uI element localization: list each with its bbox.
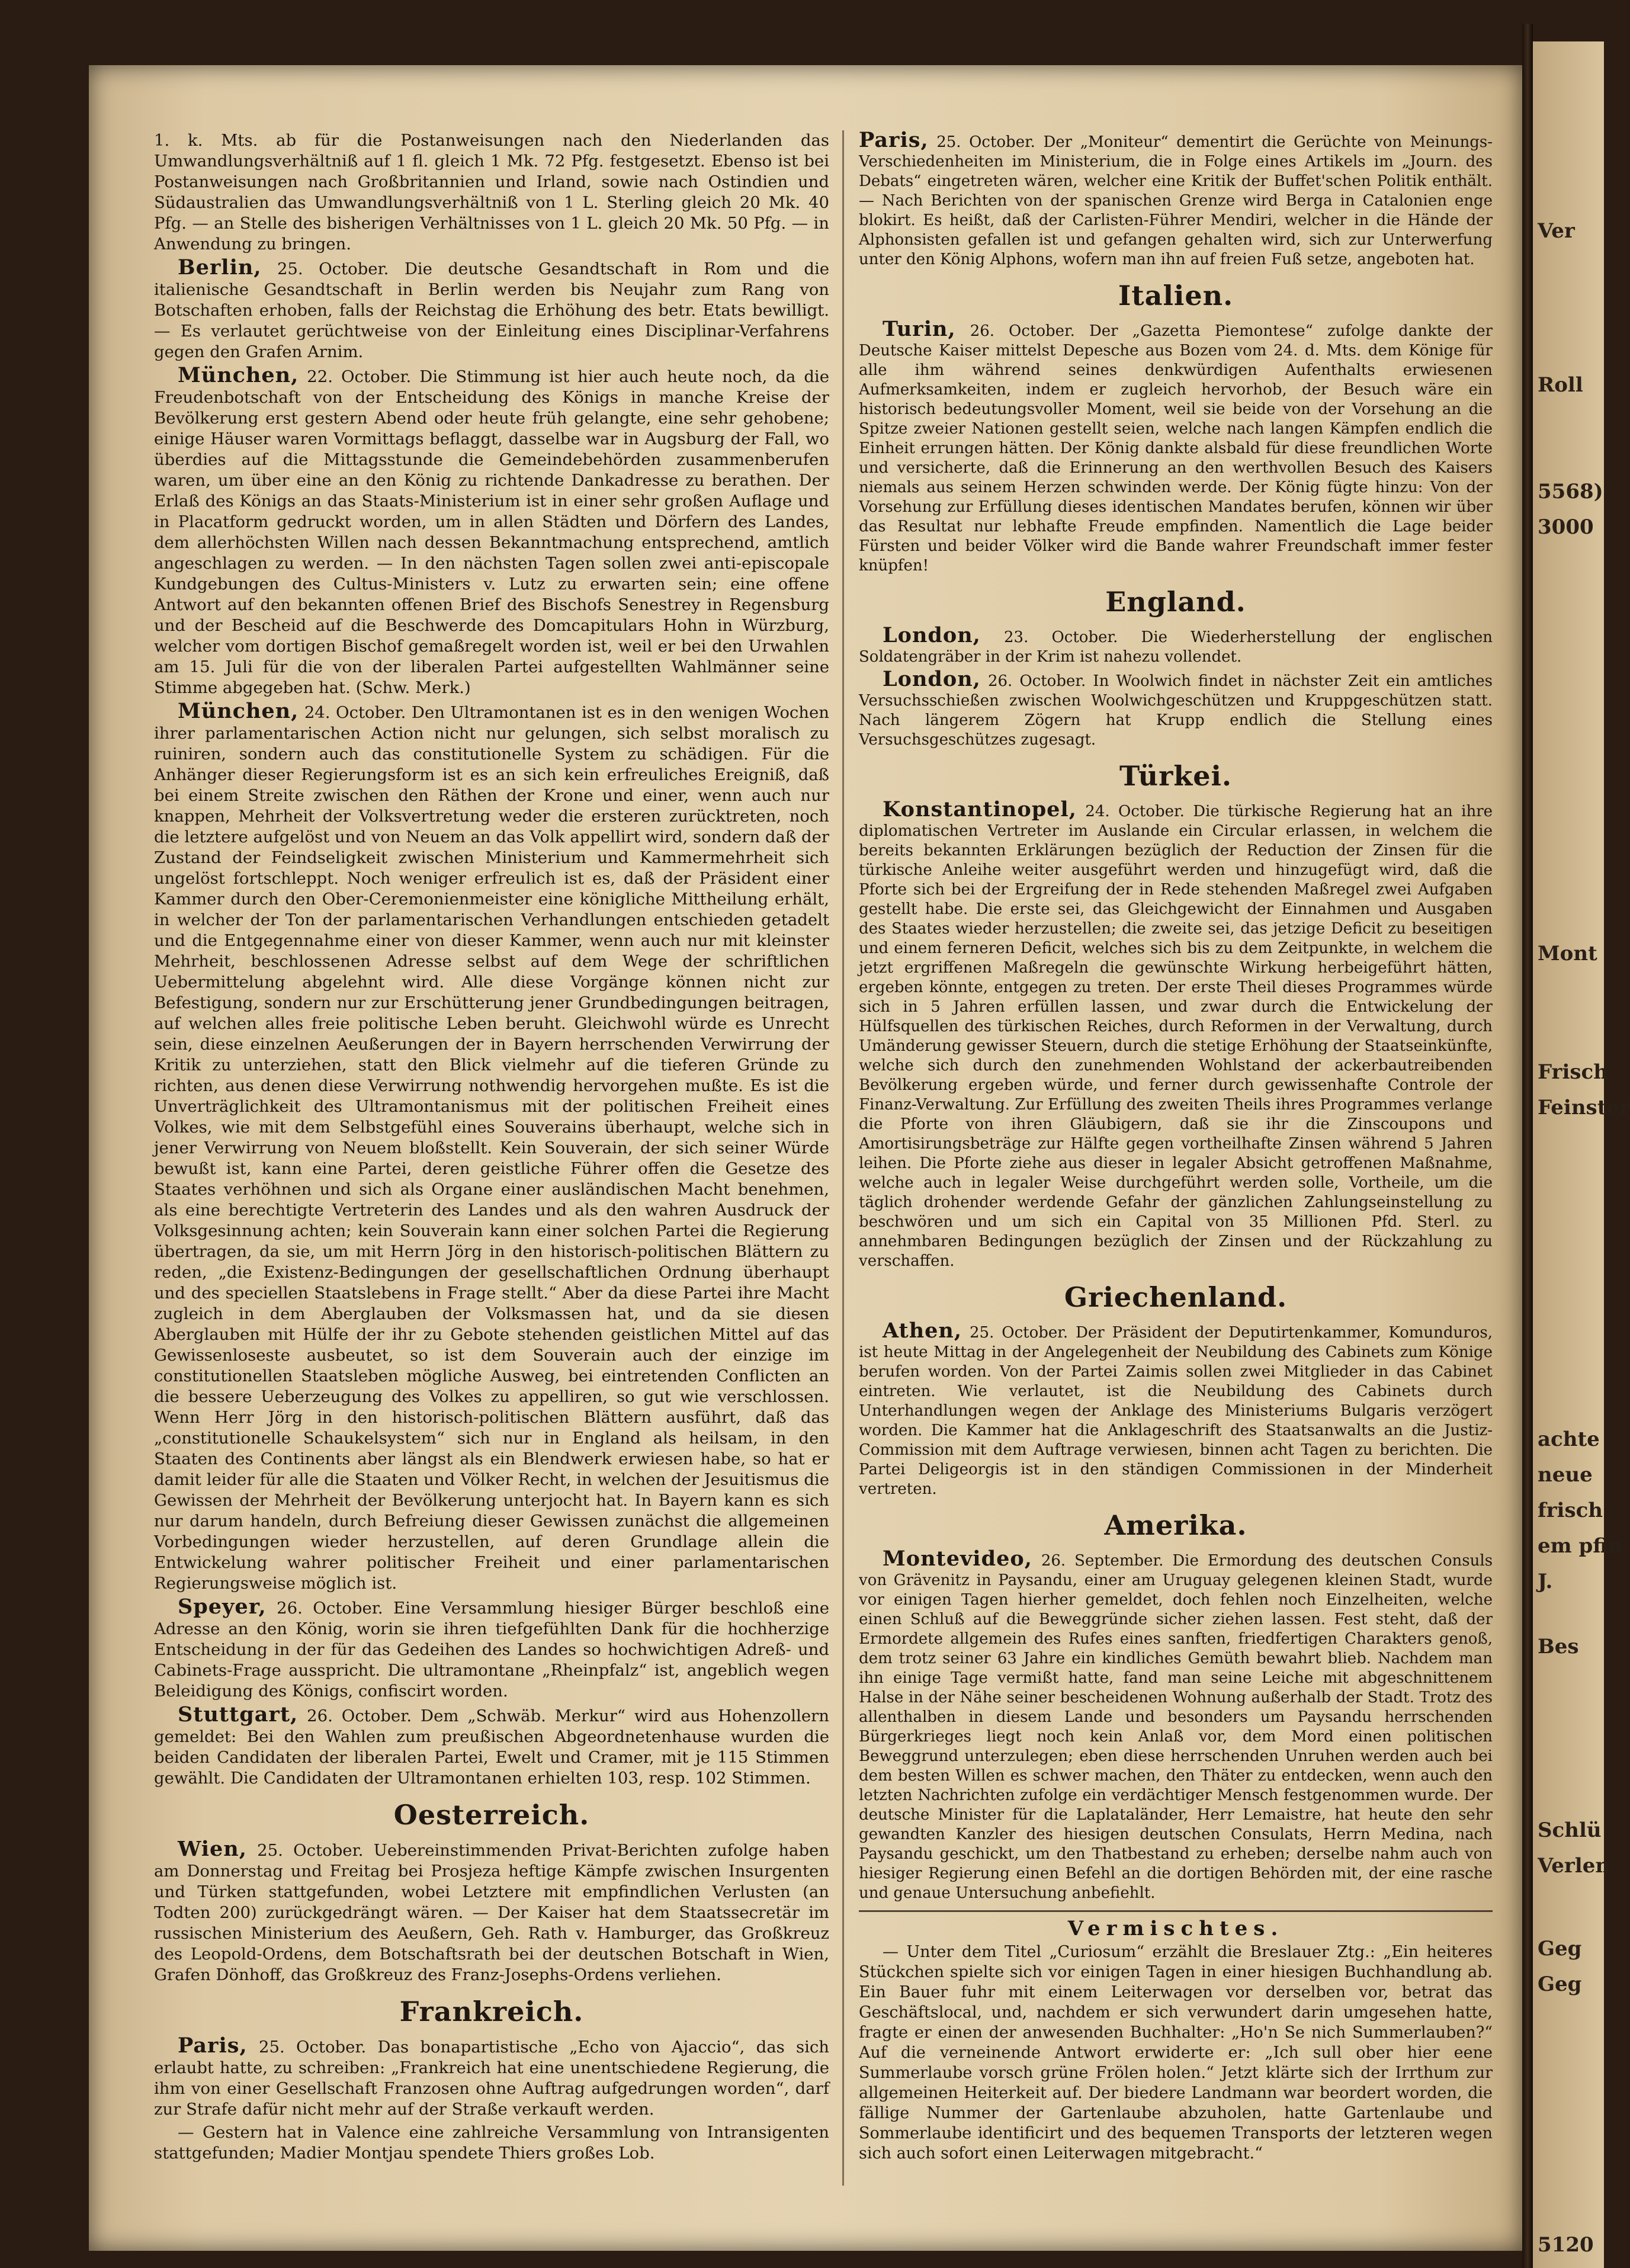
- book-gutter: [1522, 24, 1533, 2268]
- dateline-date: 25. October.: [258, 2038, 367, 2057]
- facing-page-fragment: Feinster: [1538, 1096, 1630, 1119]
- article-paragraph: [154, 2122, 829, 2164]
- article-paragraph: [859, 1942, 1493, 2164]
- dateline-city: Wien,: [178, 1837, 247, 1861]
- facing-page-fragment: 5120: [1538, 2233, 1594, 2257]
- dateline-date: 26. October.: [970, 322, 1075, 340]
- dateline-date: 26. September.: [1041, 1552, 1164, 1570]
- dateline-date: 23. October.: [1004, 628, 1118, 646]
- dateline-city: München,: [178, 699, 299, 723]
- dateline-city: Athen,: [883, 1319, 962, 1343]
- right-column: [859, 130, 1493, 2166]
- article-text: Den Ultramontanen ist es in den wenigen Wochen ihrer parlamentarischen Action nicht nur gelungen, sich selbst moralisch zu ruiniren, sondern auch das constitutionelle System zu schädigen. Für die Anhänger dieser Regierungsform ist es an sich kein erfreuliches Ereigniß, daß bei einem Streite zwischen den Räthen der Krone und einer, wenn auch nur knappen, Mehrheit der Volksvertretung weder die ersteren zurücktreten, noch die letztere aufgelöst und von Neuem an das Volk appellirt wird, sondern daß der Zustand der Feindseligkeit zwischen Ministerium und Kammermehrheit sich ungelöst fortschleppt. Noch weniger erfreulich ist es, daß der Präsident einer Kammer durch den Ober-Ceremonienmeister eine königliche Mittheilung erhält, in welcher der Ton der parlamentarischen Verhandlungen entschieden getadelt und die Entgegennahme einer von dieser Kammer, wenn auch nur mit kleinster Mehrheit, beschlossenen Adresse selbst auf dem Wege der schriftlichen Uebermittelung abgelehnt wird. Alle diese Vorgänge können nicht zur Befestigung, sondern nur zur Erschütterung jener Grundbedingungen beitragen, auf welchen alles freie politische Leben beruht. Gleichwohl würde es Unrecht sein, diese einzelnen Aeußerungen der in Bayern herrschenden Verwirrung der Kritik zu unterziehen, statt den Blick vielmehr auf die tieferen Gründe zu richten, aus denen diese Verwirrung nothwendig hervorgehen mußte. Es ist die Unverträglichkeit des Ultramontanismus mit der politischen Freiheit eines Volkes, wie mit dem Selbstgefühl eines Souverains überhaupt, welche sich in jener Verwirrung von Neuem bloßstellt. Kein Souverain, der sich seiner Würde bewußt ist, kann eine Partei, deren geistliche Führer offen die Gesetze des Staates verhöhnen und sich als Organe einer ausländischen Macht benehmen, als eine berechtigte Vertreterin des Landes und als den wahren Ausdruck der Volksgesinnung achten; kein Souverain kann einer solchen Partei die Regierung übertragen, da sie, um mit Herrn Jörg in den historisch-politischen Blättern zu reden, „die Existenz-Bedingungen der gesellschaftlichen Ordnung überhaupt und des speciellen Staatslebens in Frage stellt.“ Aber da diese Partei ihre Macht zugleich in dem Aberglauben der Volksmassen hat, und da sie diesen Aberglauben mit Hülfe der ihr zu Gebote stehenden geistlichen Mittel auf das Gewissenloseste ausbeutet, so ist dem Souverain auch der einzige im constitutionellen Staatsleben mögliche Ausweg, bei eintretenden Conflicten an die bessere Ueberzeugung des Volkes zu appelliren, so gut wie verschlossen. Wenn Herr Jörg in den historisch-politischen Blättern ausführt, daß das „constitutionelle Schaukelsystem“ sich nur in England als heilsam, in den Staaten des Continents aber längst als ein Blendwerk erwiesen habe, so hat er damit leider für alle die Staaten und Völker Recht, in welchen der Jesuitismus die Gewissen der Mehrheit der Bevölkerung unterjocht hat. In Bayern kann es sich nur darum handeln, durch Befreiung dieser Gewissen zunächst die allgemeinen Vorbedingungen wieder herzustellen, auf deren Grundlage allein die Entwickelung wahrer politischer Freiheit und einer parlamentarischen Regierungsweise möglich ist.: [154, 703, 829, 1593]
- section-heading: Oesterreich.: [393, 1799, 590, 1831]
- article-paragraph: [859, 669, 1493, 750]
- article-paragraph: [154, 365, 829, 698]
- facing-page-fragment: Verlen: [1538, 1854, 1610, 1878]
- newspaper-page: [89, 65, 1522, 2251]
- dateline-city: Paris,: [859, 128, 929, 152]
- dateline-city: Paris,: [178, 2033, 248, 2058]
- facing-page-fragment: 3000: [1538, 515, 1594, 539]
- article-text: — Unter dem Titel „Curiosum“ erzählt die Breslauer Ztg.: „Ein heiteres Stückchen spielte sich vor einigen Tagen in einer hiesigen Buchhandlung ab. Ein Bauer fuhr mit einem Leiterwagen vor derselben vor, betrat das Geschäftslocal, und, nachdem er sich verwundert darin umgesehen hatte, fragte er einen der anwesenden Buchhalter: „Ho'n Se nich Summerlauben?“ Auf die verneinende Antwort erwiderte er: „Ich sull ober hier eene Summerlaube vorsch grüne Frölen holen.“ Jetzt klärte sich der Irrthum zur allgemeinen Heiterkeit auf. Der biedere Landmann war beordert worden, die fällige Nummer der Gartenlaube abzuholen, hatte Gartenlaube und Sommerlaube identificirt und des bequemen Transports der letzteren wegen sich auch sofort einen Leiterwagen mitgebracht.“: [859, 1943, 1493, 2163]
- dateline-date: 22. October.: [307, 367, 412, 386]
- dateline-date: 26. October.: [987, 672, 1086, 690]
- miscellany-heading: Vermischtes.: [1067, 1917, 1284, 1940]
- facing-page-fragment: Geg: [1538, 1937, 1582, 1961]
- facing-page-fragment: Ver: [1538, 219, 1575, 243]
- article-text: Uebereinstimmenden Privat-Berichten zufolge haben am Donnerstag und Freitag bei Prosjeza heftige Kämpfe zwischen Insurgenten und Türken stattgefunden, wobei Letztere mit empfindlichen Verlusten (an Todten 200) zurückgedrängt wären. — Der Kaiser hat dem Staatssecretär im russischen Ministerium des Aeußern, Geh. Rath v. Hamburger, das Großkreuz des Leopold-Ordens, dem Botschaftsrath bei der deutschen Botschaft in Wien, Grafen Dönhoff, das Großkreuz des Franz-Josephs-Ordens verliehen.: [154, 1841, 830, 1984]
- facing-page-fragment: Roll: [1538, 373, 1583, 397]
- article-paragraph: [154, 130, 829, 255]
- dateline-date: 26. October.: [277, 1599, 383, 1618]
- article-paragraph: [154, 2035, 829, 2120]
- dateline-city: Montevideo,: [883, 1547, 1032, 1571]
- dateline-city: London,: [883, 623, 981, 647]
- dateline-date: 26. October.: [307, 1706, 412, 1725]
- article-paragraph: [859, 319, 1493, 576]
- article-paragraph: [859, 1549, 1493, 1903]
- article-text: Der Präsident der Deputirtenkammer, Komunduros, ist heute Mittag in der Angelegenheit der Neubildung des Cabinets zum Könige berufen worden. Von der Partei Zaimis sollen zwei Mitglieder in das Cabinet eintreten. Wie verlautet, ist die Neubildung des Cabinets durch Unterhandlungen wegen der Anklage des Ministeriums Bulgaris verzögert worden. Die Kammer hat die Anklageschrift des Staatsanwalts an die Justiz-Commission mit dem Auftrage verwiesen, binnen acht Tagen zu berichten. Die Partei Deligeorgis ist in den ständigen Commissionen in der Minderheit vertreten.: [859, 1324, 1493, 1498]
- article-text: — Gestern hat in Valence eine zahlreiche Versammlung von Intransigenten stattgefunden; Madier Montjau spendete Thiers großes Lob.: [154, 2123, 829, 2163]
- facing-page-fragment: Bes: [1538, 1635, 1579, 1659]
- facing-page-fragment: neue: [1538, 1463, 1593, 1487]
- dateline-city: Konstantinopel,: [883, 797, 1077, 822]
- article-paragraph: [154, 1596, 829, 1702]
- article-paragraph: [859, 797, 1493, 1271]
- dateline-city: Turin,: [883, 317, 956, 341]
- dateline-date: 25. October.: [970, 1324, 1069, 1342]
- article-paragraph: [859, 625, 1493, 667]
- section-rule: [859, 1910, 1493, 1912]
- article-text: Eine Versammlung hiesiger Bürger beschloß eine Adresse an den König, worin sie ihren tiefgefühlten Dank für die hochherzige Entscheidung in der für das Gedeihen des Landes so hochwichtigen Adreß- und Cabinets-Frage ausspricht. Die ultramontane „Rheinpfalz“ ist, angeblich wegen Beleidigung des Königs, confiscirt worden.: [154, 1599, 829, 1701]
- facing-page-fragment: Mont: [1538, 942, 1597, 965]
- article-text: Dem „Schwäb. Merkur“ wird aus Hohenzollern gemeldet: Bei den Wahlen zum preußischen Abgeordnetenhause wurden die beiden Candidaten der liberalen Partei, Ewelt und Cramer, mit je 115 Stimmen gewählt. Die Candidaten der Ultramontanen erhielten 103, resp. 102 Stimmen.: [154, 1706, 829, 1788]
- article-paragraph: [154, 1839, 829, 1985]
- section-heading: England.: [1105, 586, 1246, 618]
- facing-page-fragment: J.: [1538, 1570, 1553, 1593]
- dateline-city: London,: [883, 667, 981, 691]
- dateline-date: 24. October.: [304, 703, 406, 722]
- article-text: Das bonapartistische „Echo von Ajaccio“, das sich erlaubt hatte, zu schreiben: „Frankreich hat eine unentschiedene Regierung, die ihm von einer Gesellschaft Franzosen ohne Auftrag aufgedrungen worden“, darf zur Strafe dafür nicht mehr auf der Straße verkauft werden.: [154, 2038, 829, 2119]
- facing-page-fragment: frisch: [1538, 1499, 1603, 1522]
- dateline-city: Speyer,: [178, 1595, 267, 1619]
- facing-page-fragment: 5568): [1538, 480, 1603, 503]
- article-paragraph: [154, 1704, 829, 1789]
- article-text: Der „Gazetta Piemontese“ zufolge dankte der Deutsche Kaiser mittelst Depesche aus Bozen vom 24. d. Mts. dem Könige für alle ihm während seines denkwürdigen Aufenthalts erwiesenen Aufmerksamkeiten, indem er zugleich hervorhob, der Besuch wäre ein historisch bedeutungsvoller Moment, weil sie beide von der Vorsehung an die Spitze zweier Nationen gestellt seien, welche nach langen Kämpfen endlich die Einheit errungen hätten. Der König dankte alsbald für diese freundlichen Worte und versicherte, daß die Erinnerung an den werthvollen Besuch des Kaisers niemals aus seinem Herzen schwinden werde. Der König fügte hinzu: Von der Vorsehung zur Erfüllung dieses identischen Mandates berufen, können wir über das Resultat nur lebhafte Freude empfinden. Namentlich die Lage beider Fürsten und beider Völker wird die Bande wahrer Freundschaft immer fester knüpfen!: [859, 322, 1493, 575]
- article-text: In Woolwich findet in nächster Zeit ein amtliches Versuchsschießen zwischen Woolwichgeschützen und Kruppgeschützen statt. Nach längerem Zögern hat Krupp endlich die Stellung eines Versuchsgeschützes zugesagt.: [859, 672, 1493, 749]
- article-paragraph: [859, 1321, 1493, 1499]
- dateline-date: 24. October.: [1085, 803, 1185, 820]
- facing-page-fragment: em pfin: [1538, 1534, 1622, 1558]
- article-paragraph: [154, 257, 829, 363]
- facing-page-fragment: Geg: [1538, 1972, 1582, 1996]
- article-paragraph: [154, 701, 829, 1594]
- section-heading: Frankreich.: [399, 1996, 584, 2028]
- facing-page-fragment: Schlü: [1538, 1818, 1602, 1842]
- article-text: Der „Moniteur“ dementirt die Gerüchte von Meinungs-Verschiedenheiten im Ministerium, die in Folge eines Artikels im „Journ. des Debats“ eingetreten wären, welcher eine Kritik der Buffet'schen Politik enthält. — Nach Berichten von der spanischen Grenze wird Berga in Catalonien enge blokirt. Es heißt, daß der Carlisten-Führer Mendiri, welcher in die Hände der Alphonsisten gefallen ist und gefangen gehalten wird, sich zur Unterwerfung unter den König Alphons, wofern man ihn auf freien Fuß setze, angeboten hat.: [859, 133, 1493, 268]
- facing-page-fragment: achte: [1538, 1427, 1600, 1451]
- section-heading: Italien.: [1118, 280, 1234, 312]
- section-heading: Amerika.: [1104, 1509, 1247, 1541]
- article-text: 1. k. Mts. ab für die Postanweisungen nach den Niederlanden das Umwandlungsverhältniß auf 1 fl. gleich 1 Mk. 72 Pfg. festgesetzt. Ebenso ist bei Postanweisungen nach Großbritannien und Irland, sowie nach Ostindien und Südaustralien das Umwandlungsverhältniß von 1 L. Sterling gleich 20 Mk. 40 Pfg. — an Stelle des bisherigen Verhältnisses von 1 L. gleich 20 Mk. 50 Pfg. — in Anwendung zu bringen.: [154, 131, 829, 254]
- column-divider: [842, 130, 844, 2186]
- section-heading: Türkei.: [1119, 760, 1232, 792]
- dateline-city: München,: [178, 363, 299, 387]
- article-text: Die türkische Regierung hat an ihre diplomatischen Vertreter im Auslande ein Circular erlassen, in welchem die bereits bekannten Erklärungen bezüglich der Reduction der Zinsen für die türkische Anleihe weiter ausgeführt werden und hinzugefügt wird, daß die Pforte sich bei der Ergreifung der in Rede stehenden Maßregel zwei Aufgaben gestellt habe. Die erste sei, das Gleichgewicht der Einnahmen und Ausgaben des Staates wieder herzustellen; die zweite sei, das jetzige Deficit zu beseitigen und einem ferneren Deficit, welches sich bis zu dem Zeitpunkte, in welchem die jetzt ergriffenen Maßregeln die gewünschte Wirkung herbeigeführt hätten, ergeben könnte, entgegen zu treten. Der erste Theil dieses Programmes würde sich in 5 Jahren erfüllen lassen, und zwar durch die Entwickelung der Hülfsquellen des türkischen Reiches, durch Reformen in der Verwaltung, durch Umänderung gewisser Steuern, durch die stetige Erhöhung der Staatseinkünfte, welche sich durch den zunehmenden Wohlstand der ackerbautreibenden Bevölkerung ergeben würde, und ferner durch gewissenhafte Controle der Finanz-Verwaltung. Zur Erfüllung des zweiten Theils ihres Programmes verlange die Pforte von ihren Gläubigern, daß sie ihr die Zinscoupons und Amortisirungsbeträge zur Hälfte gegen vortheilhafte Zinsen während 5 Jahren leihen. Die Pforte ziehe aus dieser in legaler Absicht getroffenen Maßnahme, welche auch in legaler Weise durchgeführt werden solle, Vortheile, um die täglich drohender werdende Gefahr der gänzlichen Zahlungseinstellung zu beschwören und um sich ein Capital von 35 Millionen Pfd. Sterl. zu annehmbaren Bedingungen bezüglich der Zinsen und der Rückzahlung zu verschaffen.: [859, 803, 1493, 1270]
- section-heading: Griechenland.: [1064, 1281, 1288, 1313]
- left-column: [154, 130, 829, 2166]
- facing-page-edge: [1533, 41, 1630, 2268]
- dateline-date: 25. October.: [277, 259, 389, 278]
- dateline-city: Stuttgart,: [178, 1702, 299, 1727]
- article-text: Die Ermordung des deutschen Consuls von Grävenitz in Paysandu, einer am Uruguay gelegenen kleinen Stadt, wurde vor einigen Tagen hierher gemeldet, doch fehlen noch Einzelheiten, welche einen Schluß auf die Beweggründe sicher ziehen lassen. Fest steht, daß der Ermordete allgemein des Rufes eines sanften, friedfertigen Charakters genoß, dem trotz seiner 63 Jahre ein kindliches Gemüth bewahrt blieb. Nachdem man ihn einige Tage vermißt hatte, fand man seine Leiche mit abgeschnittenem Halse in der Nähe seiner bescheidenen Wohnung außerhalb der Stadt. Trotz des allenthalben in diesem Lande und besonders um Paysandu herrschenden Bürgerkrieges liegt noch kein Anlaß vor, dem Mord einen politischen Beweggrund unterzulegen; eben diese herrschenden Unruhen werden auch bei dem besten Willen es schwer machen, den Thäter zu entdecken, wenn auch den letzten Nachrichten zufolge ein verdächtiger Mensch festgenommen wurde. Der deutsche Minister für die Laplataländer, Herr Lemaistre, hat heute den sehr gewandten Kanzler des hiesigen deutschen Consulats, Herrn Medina, nach Paysandu geschickt, um den Thatbestand zu erheben; derselbe nahm auch von hiesiger Regierung einen Befehl an die dortigen Behörden mit, der eine rasche und genaue Untersuchung anbefiehlt.: [859, 1552, 1493, 1902]
- article-text: Die Stimmung ist hier auch heute noch, da die Freudenbotschaft von der Entscheidung des Königs in manche Kreise der Bevölkerung erst gestern Abend oder heute früh gelangte, eine sehr gehobene; einige Häuser waren Vormittags beflaggt, dasselbe war in Augsburg der Fall, wo überdies auf die Mittagsstunde die Gemeindebehörden zusammenberufen waren, um über eine an den König zu richtende Dankadresse zu berathen. Der Erlaß des Königs an das Staats-Ministerium ist in einer sehr großen Auflage und in Placatform gedruckt worden, um in allen Städten und Dörfern des Landes, dem allerhöchsten Willen nach dessen Bekanntmachung entsprechend, amtlich angeschlagen zu werden. — In den nächsten Tagen sollen zwei anti-episcopale Kundgebungen des Cultus-Ministers v. Lutz zu erwarten sein; eine offene Antwort auf den bekannten offenen Brief des Bischofs Senestrey in Regensburg und der Bescheid auf die Beschwerde des Domcapitulars Hohn in Würzburg, welcher vom dortigen Bischof gemaßregelt worden ist, weil er bei den Urwahlen am 15. Juli für die von der liberalen Partei aufgestellten Wahlmänner seine Stimme abgegeben hat. (Schw. Merk.): [154, 367, 829, 697]
- dateline-date: 25. October.: [936, 133, 1035, 151]
- article-text: Die deutsche Gesandtschaft in Rom und die italienische Gesandtschaft in Berlin werden bis Neujahr zum Rang von Botschaften erhoben, falls der Reichstag die Erhöhung des betr. Etats bewilligt. — Es verlautet gerüchtweise von der Einleitung eines Disciplinar-Verfahrens gegen den Grafen Arnim.: [154, 259, 830, 361]
- article-text: Die Wiederherstellung der englischen Soldatengräber in der Krim ist nahezu vollendet.: [859, 628, 1493, 666]
- article-paragraph: [859, 130, 1493, 270]
- dateline-city: Berlin,: [178, 255, 262, 280]
- facing-page-fragment: Frisch: [1538, 1060, 1608, 1084]
- dateline-date: 25. October.: [257, 1841, 364, 1860]
